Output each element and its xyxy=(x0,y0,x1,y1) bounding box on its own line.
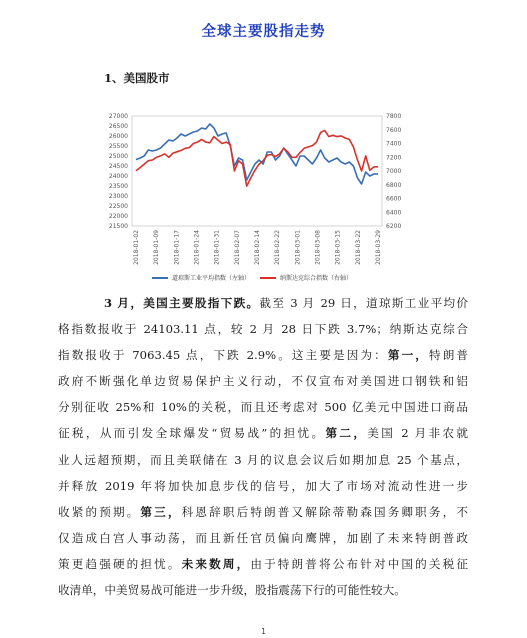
y-left-tick-label: 26000 xyxy=(108,133,128,140)
text-run: 由于特朗普将公布针对中国的关税征 xyxy=(250,556,468,571)
x-tick-label: 2018-03-08 xyxy=(314,230,322,265)
paragraph-line xyxy=(58,420,468,446)
y-right-tick-label: 6400 xyxy=(386,209,402,217)
text-run: 政府不断强化单边贸易保护主义行动，不仅宣布对美国进口钢铁和铝 xyxy=(58,374,468,389)
paragraph-line xyxy=(58,447,468,473)
text-run: 指数报收于 7063.45 点，下跌 2.9%。这主要是因为： xyxy=(58,348,388,363)
x-tick-label: 2018-03-01 xyxy=(294,230,302,265)
paragraph-line xyxy=(58,473,468,499)
paragraph-line xyxy=(58,368,468,394)
text-run: 征税，从而引发全球爆发“贸易战”的担忧。 xyxy=(58,426,326,441)
y-left-tick-label: 22000 xyxy=(108,213,128,220)
bold-phrase: 第二， xyxy=(325,426,368,441)
text-run: 收紧的预期。 xyxy=(58,504,141,519)
legend-label: 纳斯达克综合指数（右轴） xyxy=(280,275,353,282)
paragraph-line xyxy=(58,499,468,525)
x-tick-label: 2018-03-29 xyxy=(375,230,382,265)
bold-phrase: 第一， xyxy=(387,348,429,363)
paragraph-line xyxy=(58,290,468,316)
text-run: 业人远超预期，而且美联储在 3 月的议息会议后如期加息 25 个基点， xyxy=(58,452,468,467)
y-right-tick-label: 6800 xyxy=(386,181,402,189)
y-left-tick-label: 21500 xyxy=(108,223,128,230)
paragraph-line xyxy=(58,577,468,603)
x-tick-label: 2018-01-17 xyxy=(173,230,181,265)
y-left-tick-label: 27000 xyxy=(108,113,128,120)
analysis-paragraph xyxy=(58,290,468,603)
section-heading: 1、美国股市 xyxy=(104,71,170,85)
text-run: 仅造成白宫人事动荡，而且新任官员偏向鹰牌，加剧了未来特朗普政 xyxy=(58,530,468,545)
nasdaq-series-line xyxy=(136,130,378,186)
paragraph-line xyxy=(58,394,468,420)
y-left-tick-label: 24000 xyxy=(108,173,128,180)
y-left-tick-label: 25000 xyxy=(108,153,128,160)
text-run: 策更趋强硬的担忧。 xyxy=(58,556,182,571)
x-tick-label: 2018-01-31 xyxy=(213,230,221,265)
y-left-tick-label: 23000 xyxy=(108,193,128,200)
index-chart xyxy=(92,102,417,288)
text-run: 格指数报收于 24103.11 点，较 2 月 28 日下跌 3.7%；纳斯达克综合 xyxy=(58,322,468,337)
y-left-tick-label: 22500 xyxy=(108,203,128,210)
x-tick-label: 2018-01-02 xyxy=(133,230,140,265)
page-number: 1 xyxy=(260,627,267,636)
x-tick-label: 2018-03-15 xyxy=(334,230,342,265)
paragraph-line xyxy=(58,551,468,577)
y-left-tick-label: 26500 xyxy=(108,123,128,130)
y-right-tick-label: 7000 xyxy=(386,168,402,175)
x-tick-label: 2018-02-14 xyxy=(254,230,261,265)
x-tick-label: 2018-02-07 xyxy=(233,230,241,265)
text-run: 科恩辞职后特朗普又解除蒂勒森国务卿职务，不 xyxy=(181,504,468,519)
bold-phrase: 3 月，美国主要股指下跌。 xyxy=(104,296,260,310)
text-run: 并释放 2019 年将加快加息步伐的信号，加大了市场对流动性进一步 xyxy=(58,478,468,493)
y-right-tick-label: 7200 xyxy=(386,154,402,162)
page-title: 全球主要股指走势 xyxy=(201,23,326,40)
paragraph-line xyxy=(58,316,468,342)
bold-phrase: 第三， xyxy=(140,504,182,519)
y-right-tick-label: 6200 xyxy=(386,223,402,230)
text-run: 分别征收 25%和 10%的关税，而且还考虑对 500 亿美元中国进口商品 xyxy=(58,400,468,415)
y-left-tick-label: 25500 xyxy=(108,143,128,150)
x-tick-label: 2018-03-22 xyxy=(354,230,362,265)
y-right-tick-label: 7400 xyxy=(386,140,402,148)
paragraph-line xyxy=(58,525,468,551)
y-left-tick-label: 24500 xyxy=(108,163,128,170)
plot-frame xyxy=(132,116,382,226)
y-right-tick-label: 7600 xyxy=(386,126,402,134)
x-tick-label: 2018-01-24 xyxy=(193,230,201,265)
legend-label: 道琼斯工业平均指数（左轴） xyxy=(172,275,251,282)
text-run: 收清单，中美贸易战可能进一步升级，股指震荡下行的可能性较大。 xyxy=(58,583,406,598)
x-tick-label: 2018-02-22 xyxy=(274,230,282,265)
y-right-tick-label: 6600 xyxy=(386,195,402,203)
x-tick-label: 2018-01-09 xyxy=(153,230,161,265)
index-line-chart xyxy=(92,102,417,288)
text-run: 截至 3 月 29 日，道琼斯工业平均价 xyxy=(259,296,469,310)
text-run: 美国 2 月非农就 xyxy=(367,426,469,441)
y-right-tick-label: 7800 xyxy=(386,113,402,120)
bold-phrase: 未来数周， xyxy=(181,556,251,571)
text-run: 特朗普 xyxy=(428,348,468,363)
paragraph-line xyxy=(58,342,468,368)
y-left-tick-label: 23500 xyxy=(108,183,128,190)
